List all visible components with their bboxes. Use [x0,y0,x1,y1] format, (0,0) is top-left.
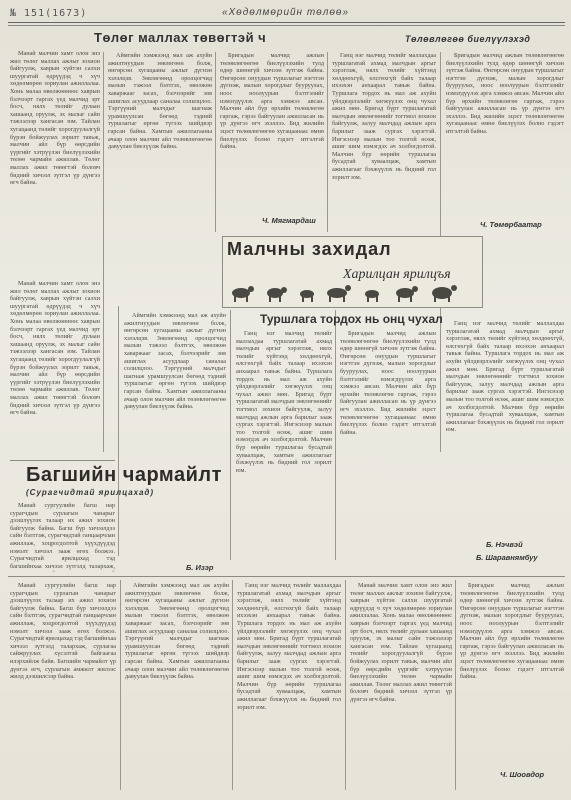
column-rule [103,52,104,452]
masthead-rule-thin [8,25,565,26]
article-text [460,582,564,767]
article-text [124,312,226,552]
banner-subtitle: Харилцан ярилцъя [343,267,451,282]
article-paragraph: Бригадын малчид ажлын төлөвлөгөөгөө биелүүлэхийн тулд өдөр шөнөгүй хичээн зүтгэж байна. Өнгөрсөн онуудын туршлагыг нэгтгэн дүгнэж, малын хорогдлыг бууруулах, ноос ноолуурын бэлтгэлийг нэмэгдүүлэх арга хэмжээ авсан. Малчин айл бүр өрхийн төлөвлөгөө гаргаж, гэрээ байгуулан ажилласан нь үр дүнгээ өгч эхэллээ. Бид жилийн эцэст төлөвлөгөөгөө хугацаанаас өмнө биелүүлэх болно гэдэгт итгэлтэй байна. [340,330,436,436]
article-text [332,52,436,212]
signature: Б. Нэчвэй [486,540,523,549]
article-text [350,582,452,787]
article-text [446,320,564,530]
signature: Б. Изэр [186,563,214,572]
article-text [10,50,100,275]
section-rule [10,460,115,461]
column-rule [230,310,231,560]
column-rule [232,580,233,790]
article-paragraph: Аймгийн хэмжээнд мал аж ахуйн ажилтнуудын зөвлөгөөн болж, өнгөрсөн хугацааны ажлыг дүгнэн хэлэлцэв. Зөвлөгөөнд оролцогчид малын тэжээл бэлтгэх, өвөлжөө хаваржааг засах, бэлчээрийг зөв ашиглах асуудлаар саналаа солилцлоо. Тэргүүний малчдыг шагнаж урамшуулсан бөгөөд тэдний туршлагыг өргөн түгээх шийдвэр гарсан байна. Хамтын ажиллагааны ачаар олон малчин айл төлөвлөгөөгөө давуулан биелүүлж байна. [125,582,229,681]
animal-silhouettes [227,281,477,303]
section-rule [8,576,565,577]
column-rule [215,52,216,232]
article-paragraph: Ганц нэг малчид төлийг маллахдаа туршлагатай ахмад малчдын аргыг хэрэглэж, нялх төлийг хүйтэнд хөлдөөхгүй, өлсгөхгүй байх талаар ихээхэн анхаарал тавьж байна. Туршлага тордох нь мал аж ахуйн үйлдвэрлэлийг хөгжүүлэх онц чухал ажил мөн. Бригад бүрт туршлагатай малчдын зөвлөгөөнийг тогтмол зохион байгуулж, залуу малчдад ажлын арга барилыг зааж сургах хэрэгтэй. Ингэснээр малын тоо толгой өсөж, ашиг шим нэмэгдэх ач холбогдолтой. Малчин бүр өөрийн туршлагаа бусадтай хуваалцаж, хамтын ажиллагааг бэхжүүлэх нь бидний гол зорилт юм. [236,330,332,474]
article-text [236,330,332,550]
article-paragraph: Бригадын малчид ажлын төлөвлөгөөгөө биелүүлэхийн тулд өдөр шөнөгүй хичээн зүтгэж байна. Өнгөрсөн онуудын туршлагыг нэгтгэн дүгнэж, малын хорогдлыг бууруулах, ноос ноолуурын бэлтгэлийг нэмэгдүүлэх арга хэмжээ авсан. Малчин айл бүр өрхийн төлөвлөгөө гаргаж, гэрээ байгуулан ажилласан нь үр дүнгээ өгч эхэллээ. Бид жилийн эцэст төлөвлөгөөгөө хугацаанаас өмнө биелүүлэх болно гэдэгт итгэлтэй байна. [460,582,564,681]
signature: Ч. Шоовдор [500,770,545,779]
column-rule [118,306,119,556]
article-text [237,582,341,787]
column-rule [335,310,336,560]
column-rule [455,580,456,790]
article-paragraph: Манай сургуулийн багш нар сурагчдын сурлагын чанарыг дээшлүүлэх талаар их ажил зохион байгуулж байна. Багш бүр хичээлдээ сайн бэлтгэж, сурагчидтай ганцаарчлан ажиллаж, хоцрогдолтой хүүхдүүдэд нэмэлт хичээл зааж өгөх болжээ. Сурагчидтай ярилцахад тэд багшийнхаа хичээл зүтгэлд талархаж, сурлагаа сайжруулах хүсэлтэй байгаагаа илэрхийлж байв. Багшийн чармайлт үр дүнгээ өгч, сурлагын амжилт жилээс жилд дээшилсээр байна. [10,582,116,681]
article-text [446,52,564,217]
issue-number: № 151(1673) [10,8,88,19]
column-rule [327,52,328,232]
masthead-rule [8,22,565,23]
headline-turshlaga: Туршлага тордох нь онц чухал [260,312,443,326]
article-text [10,582,116,787]
signature: Б. Шаравнямбуу [476,553,538,562]
signature: Ч. Мягмардаш [262,216,316,225]
article-text [108,52,212,232]
article-text [125,582,229,787]
article-paragraph: Манай малчин хамт олон энэ жил төлөг маллах ажлыг зохион байгуулж, хаврын хүйтэн салхи шуургатай өдрүүдэд ч хүч хөдөлмөрөө зориулан ажиллалаа. Хонь малаа өвөлжөөнөөс хаврын бэлчээрт гаргах үед малчид эрт босч, нялх төлийг дулаан хашаанд оруулж, эх малыг сайн тэжээлээр хангасан юм. Тайлан хугацаанд төлийг хорогдуулалгүй бүрэн бойжуулах зорилт тавьж, малчин айл бүр өөрсдийн үүргийг хэтрүүлэн биелүүлэхийн төлөө чармайн ажиллав. Төлөг маллах ажил төвөгтэй боловч бидний хичээл зүтгэл үр дүнгээ өгч байна. [10,280,100,417]
article-paragraph: Аймгийн хэмжээнд мал аж ахуйн ажилтнуудын зөвлөгөөн болж, өнгөрсөн хугацааны ажлыг дүгнэн хэлэлцэв. Зөвлөгөөнд оролцогчид малын тэжээл бэлтгэх, өвөлжөө хаваржааг засах, бэлчээрийг зөв ашиглах асуудлаар саналаа солилцлоо. Тэргүүний малчдыг шагнаж урамшуулсан бөгөөд тэдний туршлагыг өргөн түгээх шийдвэр гарсан байна. Хамтын ажиллагааны ачаар олон малчин айл төлөвлөгөөгөө давуулан биелүүлж байна. [124,312,226,411]
column-rule [120,580,121,790]
article-paragraph: Манай сургуулийн багш нар сурагчдын сурлагын чанарыг дээшлүүлэх талаар их ажил зохион байгуулж байна. Багш бүр хичээлдээ сайн бэлтгэж, сурагчидтай ганцаарчлан ажиллаж, хоцрогдолтой хүүхдүүдэд нэмэлт хичээл зааж өгөх болжээ. Сурагчидтай ярилцахад тэд багшийнхаа хичээл зүтгэлд талархаж, [10,502,115,570]
headline-tolovlogoo: Төлөвлөгөө биелүүлэхэд [405,34,531,44]
masthead [6,6,565,22]
article-paragraph: Ганц нэг малчид төлийг маллахдаа туршлагатай ахмад малчдын аргыг хэрэглэж, нялх төлийг хүйтэнд хөлдөөхгүй, өлсгөхгүй байх талаар ихээхэн анхаарал тавьж байна. Туршлага тордох нь мал аж ахуйн үйлдвэрлэлийг хөгжүүлэх онц чухал ажил мөн. Бригад бүрт туршлагатай малчдын зөвлөгөөнийг тогтмол зохион байгуулж, залуу малчдад ажлын арга барилыг зааж сургах хэрэгтэй. Ингэснээр малын тоо толгой өсөж, ашиг шим нэмэгдэх ач холбогдолтой. Малчин бүр өөрийн туршлагаа бусадтай хуваалцаж, хамтын ажиллагааг бэхжүүлэх нь бидний гол зорилт юм. [237,582,341,711]
article-paragraph: Ганц нэг малчид төлийг маллахдаа туршлагатай ахмад малчдын аргыг хэрэглэж, нялх төлийг хүйтэнд хөлдөөхгүй, өлсгөхгүй байх талаар ихээхэн анхаарал тавьж байна. Туршлага тордох нь мал аж ахуйн үйлдвэрлэлийг хөгжүүлэх онц чухал ажил мөн. Бригад бүрт туршлагатай малчдын зөвлөгөөнийг тогтмол зохион байгуулж, залуу малчдад ажлын арга барилыг зааж сургах хэрэгтэй. Ингэснээр малын тоо толгой өсөж, ашиг шим нэмэгдэх ач холбогдолтой. Малчин бүр өөрийн туршлагаа бусадтай хуваалцаж, хамтын ажиллагааг бэхжүүлэх нь бидний гол зорилт юм. [332,52,436,181]
article-text [10,280,100,440]
article-text [340,330,436,550]
article-text [10,502,115,572]
banner-malchny-zahidal [222,236,483,308]
article-paragraph: Аймгийн хэмжээнд мал аж ахуйн ажилтнуудын зөвлөгөөн болж, өнгөрсөн хугацааны ажлыг дүгнэн хэлэлцэв. Зөвлөгөөнд оролцогчид малын тэжээл бэлтгэх, өвөлжөө хаваржааг засах, бэлчээрийг зөв ашиглах асуудлаар саналаа солилцлоо. Тэргүүний малчдыг шагнаж урамшуулсан бөгөөд тэдний туршлагыг өргөн түгээх шийдвэр гарсан байна. Хамтын ажиллагааны ачаар олон малчин айл төлөвлөгөөгөө давуулан биелүүлж байна. [108,52,212,151]
headline-bagshiin-sub: (Сурагчидтай ярилцахад) [26,488,155,497]
paper-name: «Хөдөлмөрийн төлөө» [221,7,350,18]
headline-bagshiin: Багшийн чармайлт [26,464,222,486]
article-text [220,52,324,212]
headline-tolog: Төлөг маллах төвөгтэй ч [94,30,267,45]
article-paragraph: Бригадын малчид ажлын төлөвлөгөөгөө биелүүлэхийн тулд өдөр шөнөгүй хичээн зүтгэж байна. Өнгөрсөн онуудын туршлагыг нэгтгэн дүгнэж, малын хорогдлыг бууруулах, ноос ноолуурын бэлтгэлийг нэмэгдүүлэх арга хэмжээ авсан. Малчин айл бүр өрхийн төлөвлөгөө гаргаж, гэрээ байгуулан ажилласан нь үр дүнгээ өгч эхэллээ. Бид жилийн эцэст төлөвлөгөөгөө хугацаанаас өмнө биелүүлэх болно гэдэгт итгэлтэй байна. [220,52,324,151]
column-rule [345,580,346,790]
article-paragraph: Манай малчин хамт олон энэ жил төлөг маллах ажлыг зохион байгуулж, хаврын хүйтэн салхи шуургатай өдрүүдэд ч хүч хөдөлмөрөө зориулан ажиллалаа. Хонь малаа өвөлжөөнөөс хаврын бэлчээрт гаргах үед малчид эрт босч, нялх төлийг дулаан хашаанд оруулж, эх малыг сайн тэжээлээр хангасан юм. Тайлан хугацаанд төлийг хорогдуулалгүй бүрэн бойжуулах зорилт тавьж, малчин айл бүр өөрсдийн үүргийг хэтрүүлэн биелүүлэхийн төлөө чармайн ажиллав. Төлөг маллах ажил төвөгтэй боловч бидний хичээл зүтгэл үр дүнгээ өгч байна. [10,50,100,187]
article-paragraph: Ганц нэг малчид төлийг маллахдаа туршлагатай ахмад малчдын аргыг хэрэглэж, нялх төлийг хүйтэнд хөлдөөхгүй, өлсгөхгүй байх талаар ихээхэн анхаарал тавьж байна. Туршлага тордох нь мал аж ахуйн үйлдвэрлэлийг хөгжүүлэх онц чухал ажил мөн. Бригад бүрт туршлагатай малчдын зөвлөгөөнийг тогтмол зохион байгуулж, залуу малчдад ажлын арга барилыг зааж сургах хэрэгтэй. Ингэснээр малын тоо толгой өсөж, ашиг шим нэмэгдэх ач холбогдолтой. Малчин бүр өөрийн туршлагаа бусадтай хуваалцаж, хамтын ажиллагааг бэхжүүлэх нь бидний гол зорилт юм. [446,320,564,434]
signature: Ч. Төмөрбаатар [480,220,542,229]
article-paragraph: Манай малчин хамт олон энэ жил төлөг маллах ажлыг зохион байгуулж, хаврын хүйтэн салхи шуургатай өдрүүдэд ч хүч хөдөлмөрөө зориулан ажиллалаа. Хонь малаа өвөлжөөнөөс хаврын бэлчээрт гаргах үед малчид эрт босч, нялх төлийг дулаан хашаанд оруулж, эх малыг сайн тэжээлээр хангасан юм. Тайлан хугацаанд төлийг хорогдуулалгүй бүрэн бойжуулах зорилт тавьж, малчин айл бүр өөрсдийн үүргийг хэтрүүлэн биелүүлэхийн төлөө чармайн ажиллав. Төлөг маллах ажил төвөгтэй боловч бидний хичээл зүтгэл үр дүнгээ өгч байна. [350,582,452,703]
article-paragraph: Бригадын малчид ажлын төлөвлөгөөгөө биелүүлэхийн тулд өдөр шөнөгүй хичээн зүтгэж байна. Өнгөрсөн онуудын туршлагыг нэгтгэн дүгнэж, малын хорогдлыг бууруулах, ноос ноолуурын бэлтгэлийг нэмэгдүүлэх арга хэмжээ авсан. Малчин айл бүр өрхийн төлөвлөгөө гаргаж, гэрээ байгуулан ажилласан нь үр дүнгээ өгч эхэллээ. Бид жилийн эцэст төлөвлөгөөгөө хугацаанаас өмнө биелүүлэх болно гэдэгт итгэлтэй байна. [446,52,564,135]
banner-title: Малчны захидал [227,239,392,259]
